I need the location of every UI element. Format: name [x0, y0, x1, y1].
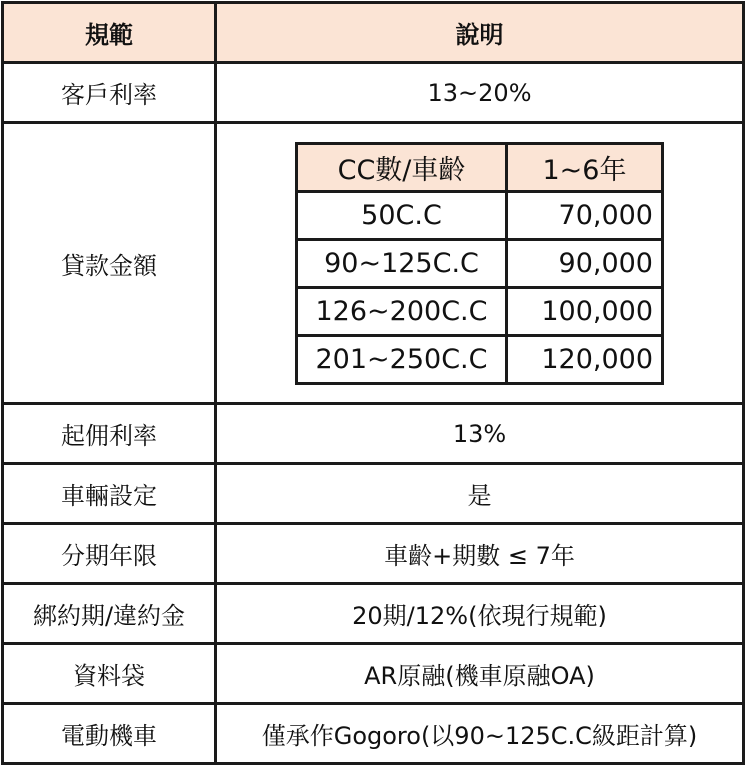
- loan-table-row: [297, 239, 663, 287]
- table-row: [3, 404, 744, 464]
- row-label: 分期年限: [3, 524, 216, 584]
- table-row: [3, 123, 744, 404]
- loan-table-header: [297, 143, 663, 191]
- loan-header-age: 1~6年: [507, 143, 663, 191]
- loan-amount: 120,000: [507, 335, 663, 383]
- loan-amount: 90,000: [507, 239, 663, 287]
- loan-amount: 70,000: [507, 191, 663, 239]
- header-description: 說明: [216, 3, 744, 63]
- row-label: 起佣利率: [3, 404, 216, 464]
- loan-cc: 126~200C.C: [297, 287, 507, 335]
- loan-cc: 50C.C: [297, 191, 507, 239]
- table-row: [3, 584, 744, 644]
- loan-cc: 201~250C.C: [297, 335, 507, 383]
- rules-table: [1, 1, 745, 765]
- row-label: 車輛設定: [3, 464, 216, 524]
- row-label: 客戶利率: [3, 63, 216, 123]
- row-value: 是: [216, 464, 744, 524]
- row-label: 貸款金額: [3, 123, 216, 404]
- row-label: 綁約期/違約金: [3, 584, 216, 644]
- row-value: 13~20%: [216, 63, 744, 123]
- table-row: [3, 644, 744, 704]
- rules-table-header: [3, 3, 744, 63]
- row-label: 電動機車: [3, 704, 216, 764]
- table-row: [3, 524, 744, 584]
- loan-header-cc: CC數/車齡: [297, 143, 507, 191]
- table-row: [3, 464, 744, 524]
- row-value: 車齡+期數 ≤ 7年: [216, 524, 744, 584]
- table-row: [3, 63, 744, 123]
- header-rule: 規範: [3, 3, 216, 63]
- loan-amount: 100,000: [507, 287, 663, 335]
- rules-table-page: [0, 1, 747, 781]
- row-value: AR原融(機車原融OA): [216, 644, 744, 704]
- row-value: 13%: [216, 404, 744, 464]
- loan-table-row: [297, 287, 663, 335]
- loan-table-row: [297, 191, 663, 239]
- row-value: 20期/12%(依現行規範): [216, 584, 744, 644]
- loan-amount-table: [295, 142, 664, 385]
- table-row: [3, 704, 744, 764]
- loan-cc: 90~125C.C: [297, 239, 507, 287]
- row-label: 資料袋: [3, 644, 216, 704]
- row-value-loan-table: [216, 123, 744, 404]
- loan-table-row: [297, 335, 663, 383]
- row-value: 僅承作Gogoro(以90~125C.C級距計算): [216, 704, 744, 764]
